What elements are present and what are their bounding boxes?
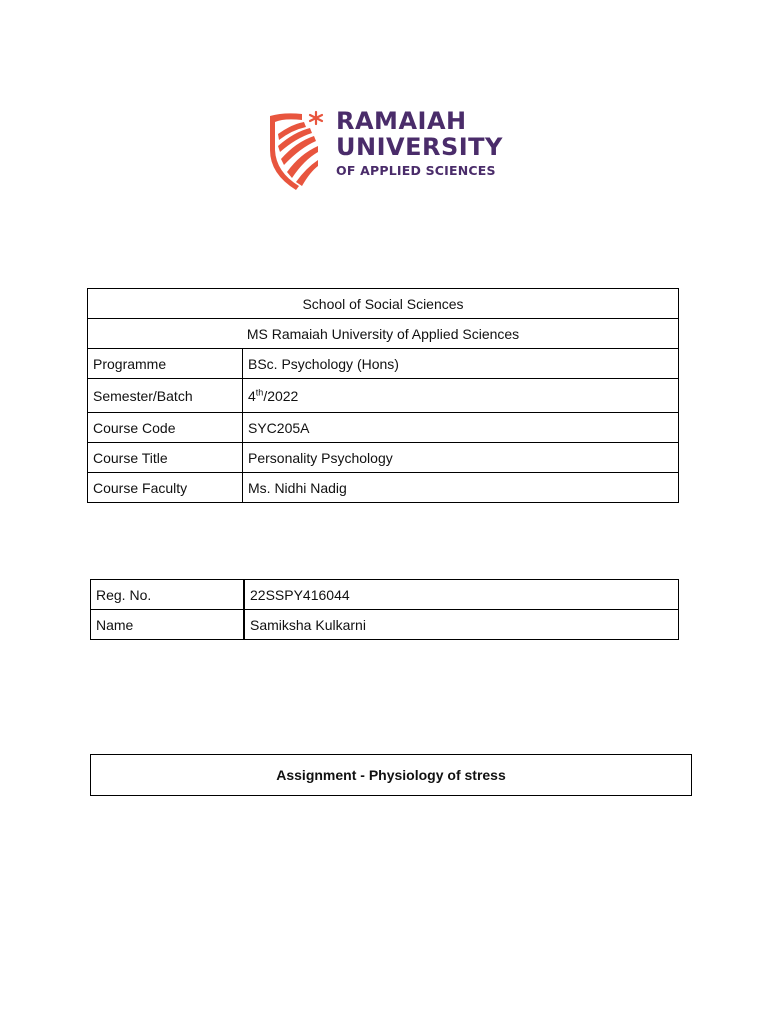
school-name: School of Social Sciences bbox=[88, 289, 679, 319]
reg-no-label: Reg. No. bbox=[91, 580, 245, 610]
course-code-label: Course Code bbox=[88, 413, 243, 443]
name-label: Name bbox=[91, 610, 245, 640]
course-title-label: Course Title bbox=[88, 443, 243, 473]
programme-label: Programme bbox=[88, 349, 243, 379]
table-row bbox=[88, 319, 679, 349]
student-details-table bbox=[90, 579, 679, 640]
name-value: Samiksha Kulkarni bbox=[244, 610, 679, 640]
semester-value bbox=[243, 379, 679, 413]
table-row bbox=[88, 473, 679, 503]
course-faculty-value: Ms. Nidhi Nadig bbox=[243, 473, 679, 503]
table-row bbox=[88, 443, 679, 473]
table-row bbox=[91, 580, 679, 610]
table-row bbox=[88, 413, 679, 443]
table-row bbox=[88, 349, 679, 379]
batch-year: /2022 bbox=[263, 387, 299, 404]
table-row bbox=[88, 289, 679, 319]
logo-line-applied-sciences: OF APPLIED SCIENCES bbox=[336, 163, 496, 178]
table-row bbox=[88, 379, 679, 413]
course-code-value: SYC205A bbox=[243, 413, 679, 443]
course-faculty-label: Course Faculty bbox=[88, 473, 243, 503]
course-details-table bbox=[87, 288, 679, 503]
programme-value: BSc. Psychology (Hons) bbox=[243, 349, 679, 379]
semester-suffix: th bbox=[255, 386, 264, 397]
course-title-value: Personality Psychology bbox=[243, 443, 679, 473]
assignment-title: Assignment - Physiology of stress bbox=[276, 767, 506, 783]
table-row bbox=[91, 610, 679, 640]
assignment-title-box bbox=[90, 754, 692, 796]
university-name bbox=[336, 108, 503, 180]
reg-no-value: 22SSPY416044 bbox=[244, 580, 679, 610]
university-emblem-icon bbox=[266, 110, 328, 190]
semester-label: Semester/Batch bbox=[88, 379, 243, 413]
logo-line-ramaiah: RAMAIAH bbox=[336, 107, 467, 135]
university-logo bbox=[266, 108, 506, 192]
logo-line-university: UNIVERSITY bbox=[336, 133, 503, 161]
university-full-name: MS Ramaiah University of Applied Sciences bbox=[88, 319, 679, 349]
semester-number: 4 bbox=[248, 387, 256, 404]
